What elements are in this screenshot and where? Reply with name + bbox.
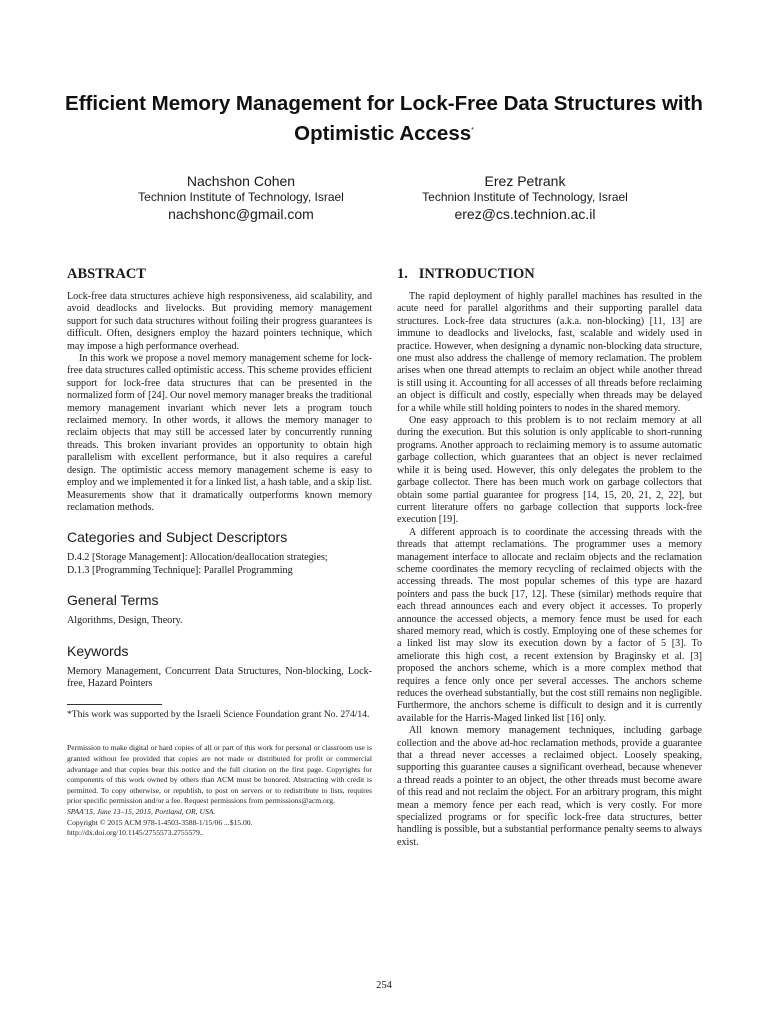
doi-text: http://dx.doi.org/10.1145/2755573.2755579.. (67, 828, 204, 838)
keywords-text: Memory Management, Concurrent Data Structures, Non-blocking, Lock-free, Hazard Pointers (67, 665, 372, 689)
page-number: 254 (376, 980, 392, 991)
title-footnote-mark: * (471, 127, 474, 134)
general-terms-heading: General Terms (67, 592, 159, 609)
copyright-text: Copyright © 2015 ACM 978-1-4503-3588-1/15/06 ...$15.00. (67, 817, 253, 827)
intro-paragraph-2: One easy approach to this problem is to not reclaim memory at all during the execution. But this solution is only applicable to short-running programs. Another approach to reclaiming memory is to assume automatic garbage collection, which guarantees that an object is never reclaimed while it is being used. However, this only delegates the problem to the garbage collector. There has been much work on garbage collectors that obtain some partial guarantee for progress [14, 15, 20, 21, 2, 22], but current literature offers no garbage collection that supports lock-free execution [19]. (397, 415, 702, 526)
footnote-rule (67, 704, 162, 705)
categories-section (67, 528, 372, 577)
categories-line-2: D.1.3 [Programming Technique]: Parallel Programming (67, 564, 293, 576)
keywords-section (67, 642, 372, 691)
author-affiliation: Technion Institute of Technology, Israel (138, 190, 344, 204)
general-terms-section (67, 591, 372, 627)
categories-line-1: D.4.2 [Storage Management]: Allocation/deallocation strategies; (67, 552, 328, 564)
abstract-paragraph-2: In this work we propose a novel memory management scheme for lock-free data structures called optimistic access. This scheme provides efficient support for lock-free data structures that can be presented in the normalized form of [24]. Our novel memory manager breaks the traditional memory management invariant which never lets a program touch reclaimed memory. In other words, it allows the memory manager to reclaim objects that may still be accessed later by concurrently running threads. This broken invariant provides an opportunity to obtain high parallelism with excellent performance, but it also requires a careful design. The optimistic access memory management scheme is easy to employ and we implemented it for a linked list, a hash table, and a skip list. Measurements show that it dramatically outperforms known memory reclamation methods. (67, 353, 372, 513)
footnote-text: *This work was supported by the Israeli Science Foundation grant No. 274/14. (67, 709, 370, 721)
intro-paragraph-1: The rapid deployment of highly parallel machines has resulted in the acute need for parallel algorithms and their supporting parallel data structures. Lock-free data structures (a.k.a. non-blocking) [11, 13] are immune to deadlocks and livelocks, fast, scalable and widely used in practice. However, when designing a dynamic non-blocking data structure, one must also address the challenge of memory reclamation. The problem arises when one thread attempts to reclaim an object while another thread is still using it. Accounting for all accesses of all threads before reclaiming an object is difficult and costly, especially when threads may be delayed for a while while still holding pointers to nodes in the shared memory. (397, 291, 702, 414)
paper-title (60, 90, 708, 147)
categories-heading: Categories and Subject Descriptors (67, 529, 288, 546)
paper-title-text: Efficient Memory Management for Lock-Free Data Structures with Optimistic Access (65, 92, 703, 145)
general-terms-text: Algorithms, Design, Theory. (67, 615, 183, 627)
author-email: nachshonc@gmail.com (168, 206, 314, 222)
abstract-heading: ABSTRACT (67, 266, 146, 282)
permission-block (67, 743, 372, 838)
abstract-paragraph-1: Lock-free data structures achieve high responsiveness, aid scalability, and avoid deadlocks and livelocks. But providing memory management support for such data structures without foiling their progress guarantees is difficult. Often, designers employ the hazard pointers technique, which may impose a high performance overhead. (67, 291, 372, 352)
author-name: Nachshon Cohen (186, 173, 296, 189)
right-column (397, 265, 702, 849)
left-column (67, 265, 372, 839)
author-name: Erez Petrank (484, 173, 566, 189)
keywords-heading: Keywords (67, 642, 129, 659)
introduction-heading: 1. INTRODUCTION (397, 266, 535, 282)
permission-text: Permission to make digital or hard copies of all or part of this work for personal or classroom use is granted without fee provided that copies are not made or distributed for profit or commercial advantage and that copies bear this notice and the full citation on the first page. Copyrights for components of this work owned by others than ACM must be honored. Abstracting with credit is permitted. To copy otherwise, or republish, to post on servers or to redistribute to lists, requires prior specific permission and/or a fee. Request permissions from permissions@acm.org. (67, 743, 372, 806)
author-affiliation: Technion Institute of Technology, Israel (422, 190, 628, 204)
author-email: erez@cs.technion.ac.il (454, 206, 596, 222)
author-block-1 (91, 172, 391, 223)
abstract-section (67, 265, 372, 514)
intro-paragraph-4: All known memory management techniques, including garbage collection and the above ad-hoc reclamation methods, provide a guarantee that a thread never accesses a reclaimed object. Loosely speaking, supporting this guarantee causes a significant overhead, because whenever a thread reads a pointer to an object, the other threads must become aware of this read and not reclaim the object. For an arbitrary program, this might mean a memory fence per each read, which is very costly. For more specialized programs or for specific lock-free data structures, better handling is possible, but a substantial performance penalty seems to always exist. (397, 725, 702, 848)
venue-text: SPAA'15, June 13–15, 2015, Portland, OR, USA. (67, 806, 216, 816)
author-block-2 (375, 172, 675, 223)
intro-paragraph-3: A different approach is to coordinate the accessing threads with the threads that attempt reclamations. The programmer uses a memory management interface to allocate and reclaim objects and the reclamation scheme coordinates the memory recycling of reclaimed objects with the accessing threads. The most popular schemes of this type are hazard pointers and pass the buck [17, 12]. These (similar) methods require that each thread announces each and every object it accesses. To properly announce the accessed objects, a memory fence must be used for each shared memory read, which is costly. Employing one of these schemes for a linked list may slow its execution down by a factor of 5 [3]. To ameliorate this high cost, a recent extension by Braginsky et al. [3] proposed the anchors scheme, which is a more complex method that requires a fence only once per several accesses. The anchors scheme reduces the overhead substantially, but the cost still remains non negligible. Furthermore, the anchors scheme is difficult to design and it is currently available for the Harris-Maged linked list [16] only. (397, 526, 702, 724)
